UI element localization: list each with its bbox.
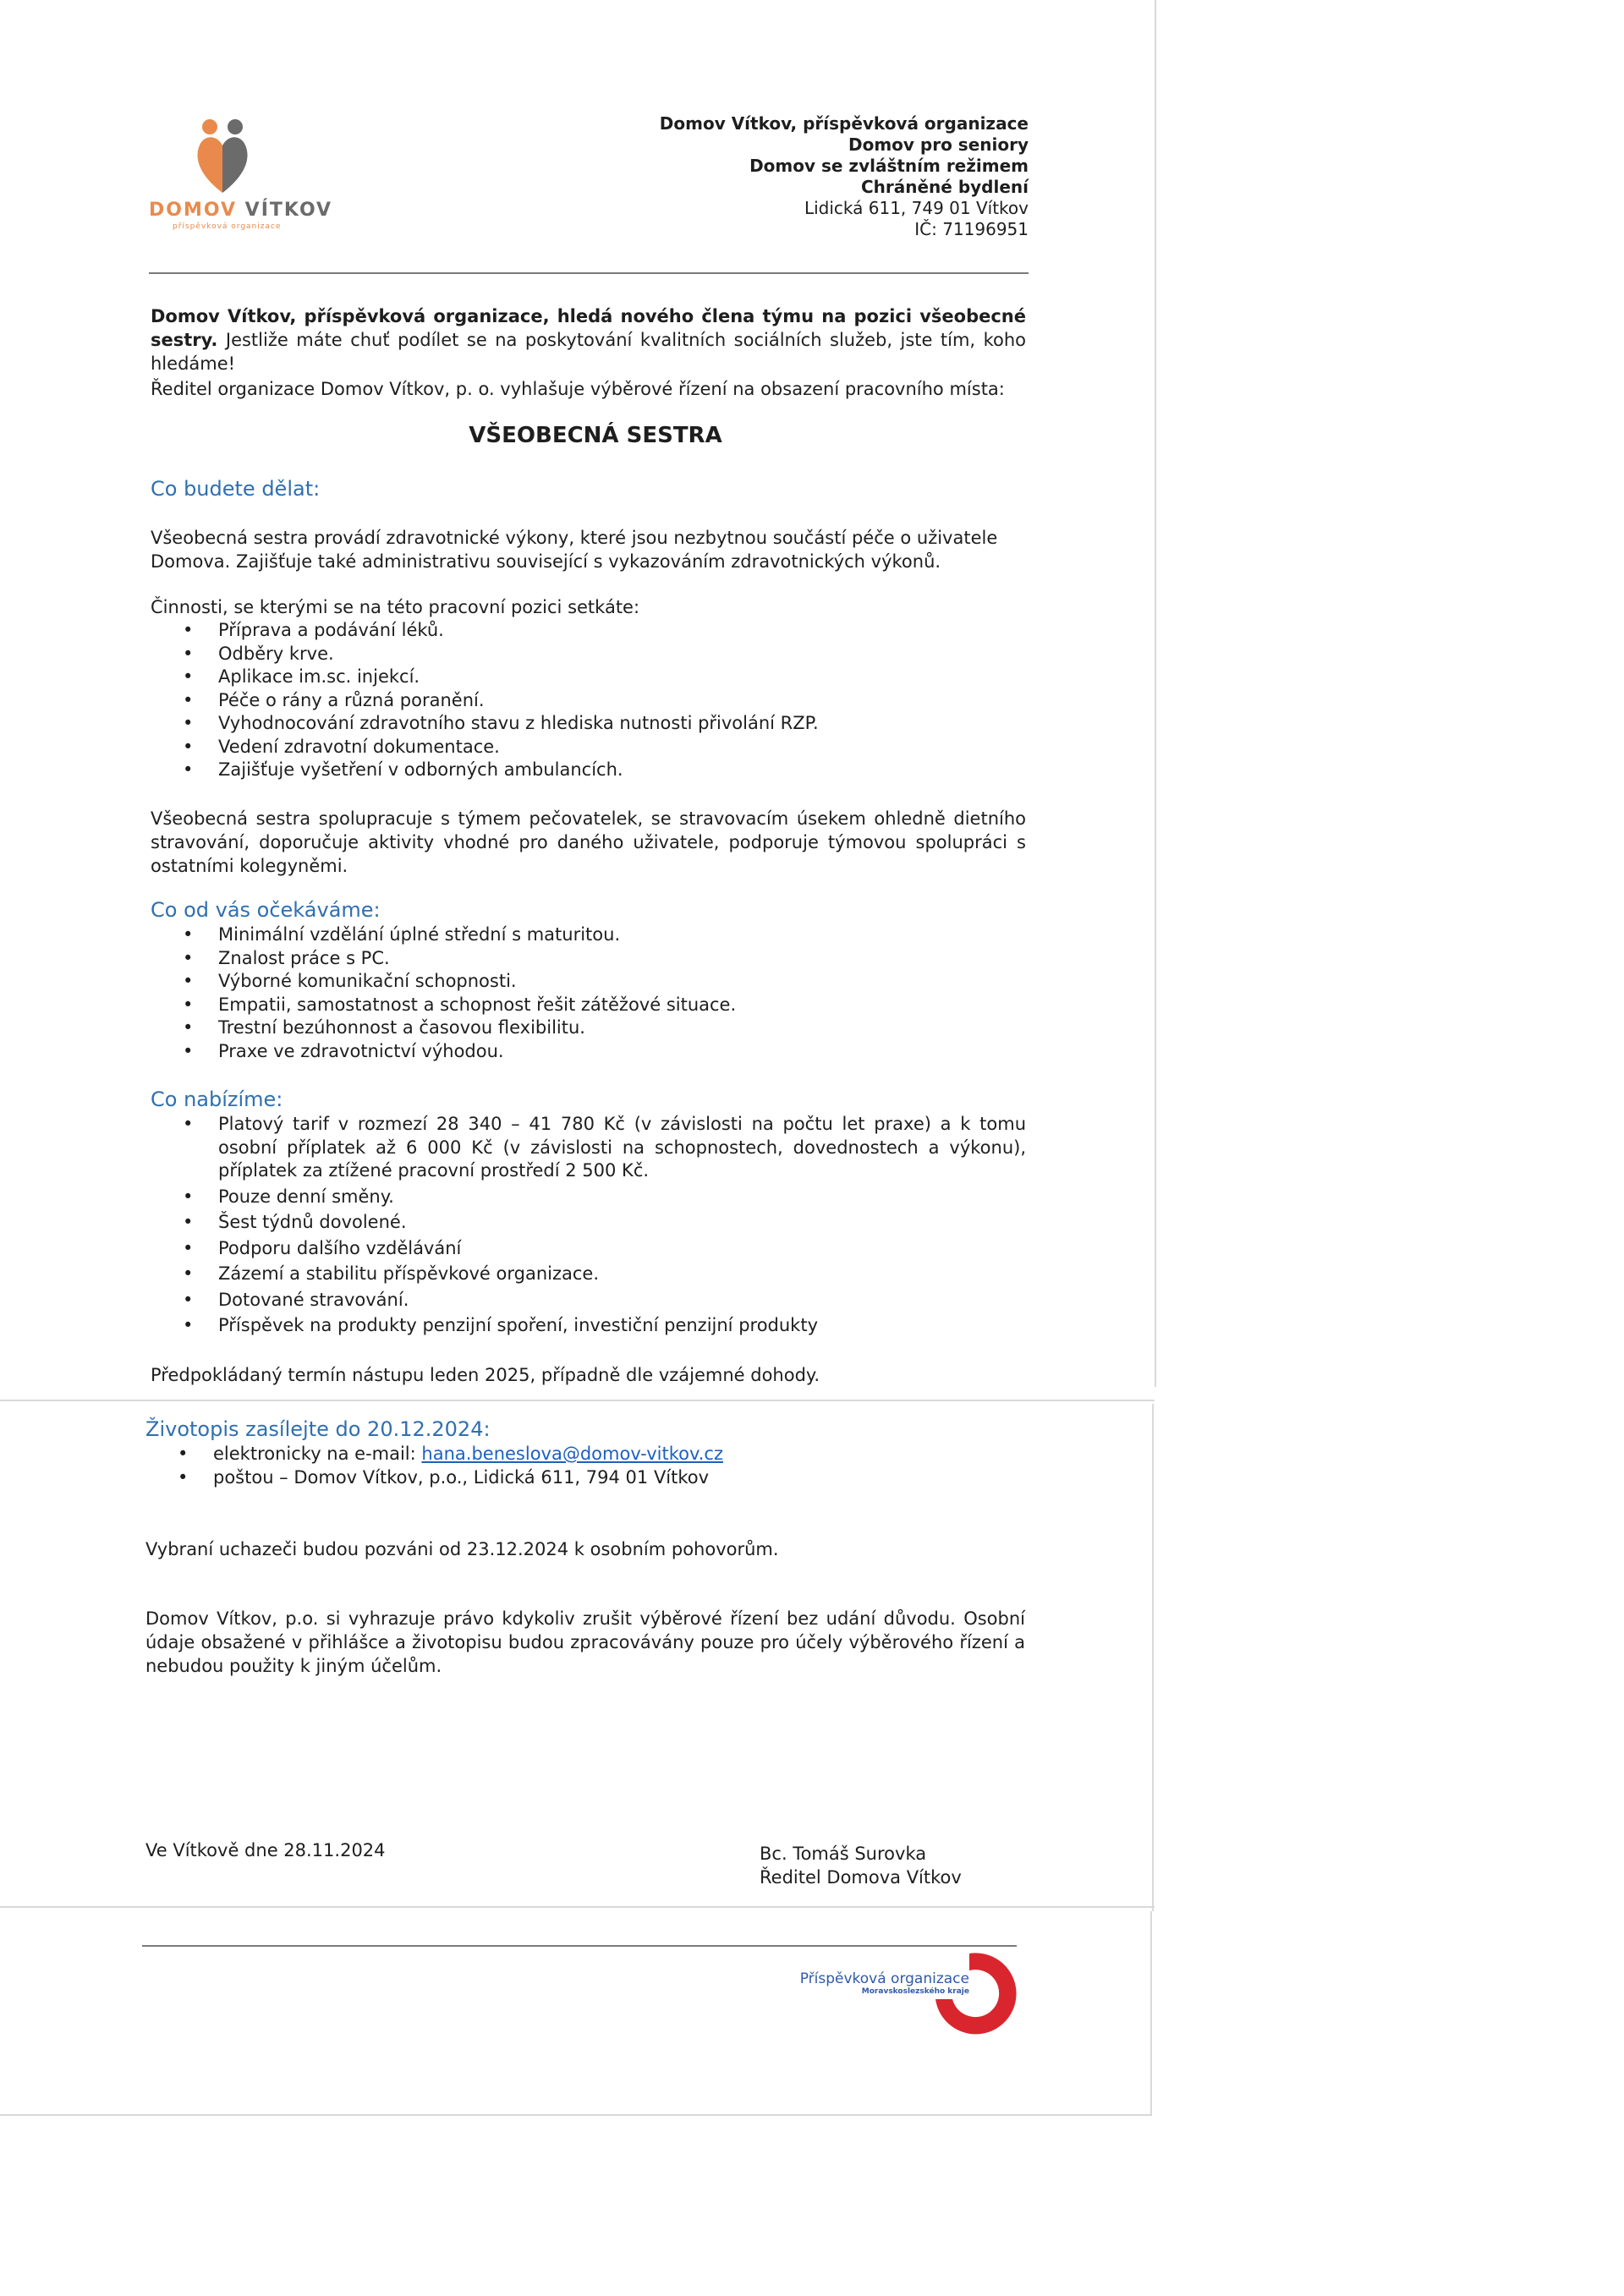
signatory-role: Ředitel Domova Vítkov [760, 1867, 962, 1888]
offers-list [151, 1113, 1026, 1340]
expectations-list [151, 923, 736, 1063]
list-item: • Příprava a podávání léků. [151, 619, 819, 643]
announcement: Ředitel organizace Domov Vítkov, p. o. vyhlašuje výběrové řízení na obsazení pracovního místa: [151, 379, 1005, 399]
list-item: • Minimální vzdělání úplné střední s maturitou. [151, 923, 736, 947]
interviews-note: Vybraní uchazeči budou pozváni od 23.12.2024 k osobním pohovorům. [145, 1539, 779, 1559]
org-type-seniors: Domov pro seniory [848, 134, 1029, 155]
intro-bold: Domov Vítkov, příspěvková organizace, hledá nového člena týmu na pozici všeobecné sestry. [151, 306, 1026, 350]
duties-description: Všeobecná sestra provádí zdravotnické výkony, které jsou nezbytnou součástí péče o uživatele Domova. Zajišťuje také administrativu související s vykazováním zdravotnických výkonů. [151, 528, 998, 572]
signature-place-date: Ve Vítkově dne 28.11.2024 [145, 1840, 386, 1860]
list-item: • Dotované stravování. [151, 1289, 1026, 1312]
logo-subtitle: příspěvková organizace [173, 222, 282, 231]
list-item: • Empatii, samostatnost a schopnost řešit zátěžové situace. [151, 994, 736, 1017]
disclaimer: Domov Vítkov, p.o. si vyhrazuje právo kdykoliv zrušit výběrové řízení bez udání důvodu. Osobní údaje obsažené v přihlášce a životopisu budou zpracovávány pouze pro účely výběrového řízení a nebudou použity k jiným účelům. [145, 1608, 1025, 1676]
list-item: • Šest týdnů dovolené. [151, 1211, 1026, 1235]
list-item-email: • elektronicky na e-mail: hana.beneslova@domov-vitkov.cz [145, 1443, 723, 1466]
scan-edge-bottom-2 [0, 1906, 1155, 1908]
footer-logo-line2: Moravskoslezského kraje [861, 1987, 969, 1996]
position-title: VŠEOBECNÁ SESTRA [469, 423, 722, 448]
list-item: • Trestní bezúhonnost a časovou flexibilitu. [151, 1016, 736, 1040]
start-date: Předpokládaný termín nástupu leden 2025, případně dle vzájemné dohody. [151, 1365, 820, 1385]
email-link[interactable]: hana.beneslova@domov-vitkov.cz [421, 1444, 723, 1464]
list-item: • Zajišťuje vyšetření v odborných ambulancích. [151, 759, 819, 782]
list-item: • Výborné komunikační schopnosti. [151, 970, 736, 994]
list-item: • Vedení zdravotní dokumentace. [151, 736, 819, 759]
scan-edge-right-3 [1150, 1911, 1152, 2114]
org-type-special: Domov se zvláštním režimem [749, 156, 1029, 176]
people-heart-icon [191, 115, 276, 200]
list-item: • Podporu dalšího vzdělávání [151, 1237, 1026, 1261]
intro-paragraph [151, 304, 1026, 375]
org-ico: IČ: 71196951 [914, 219, 1029, 239]
header-divider [149, 272, 1029, 274]
duties-heading: Co budete dělat: [151, 477, 321, 501]
list-item: • Péče o rány a různá poranění. [151, 689, 819, 713]
domov-vitkov-logo [149, 115, 333, 233]
scan-edge-right-2 [1152, 1404, 1154, 1911]
ring-icon [930, 1948, 1023, 2041]
intro-rest: Jestliže máte chuť podílet se na poskytování kvalitních sociálních služeb, jste tím, koho hledáme! [151, 330, 1026, 374]
duties-list [151, 619, 819, 782]
cooperation-paragraph: Všeobecná sestra spolupracuje s týmem pečovatelek, se stravovacím úsekem ohledně dietního stravování, doporučuje aktivity vhodné pro daného uživatele, podporuje týmovou spolupráci s ostatními kolegyněmi. [151, 808, 1026, 876]
msk-region-logo [799, 1948, 1023, 2041]
expectations-heading: Co od vás očekáváme: [151, 898, 381, 922]
list-item: • Odběry krve. [151, 643, 819, 666]
logo-name: DOMOV VÍTKOV [149, 200, 333, 221]
list-item-post: • poštou – Domov Vítkov, p.o., Lidická 611, 794 01 Vítkov [145, 1466, 723, 1490]
list-item: • Zázemí a stabilitu příspěvkové organizace. [151, 1263, 1026, 1286]
org-type-sheltered: Chráněné bydlení [860, 177, 1029, 197]
offers-heading: Co nabízíme: [151, 1088, 283, 1111]
list-item: • Praxe ve zdravotnictví výhodou. [151, 1040, 736, 1064]
scan-edge-right [1155, 0, 1156, 1387]
scan-edge-bottom [0, 1400, 1155, 1401]
footer-divider [142, 1945, 1017, 1947]
organization-address [660, 113, 1029, 240]
signatory-name: Bc. Tomáš Surovka [760, 1844, 927, 1864]
cv-list [145, 1443, 723, 1489]
list-item: • Aplikace im.sc. injekcí. [151, 666, 819, 689]
scan-edge-bottom-3 [0, 2114, 1152, 2116]
duties-list-intro: Činnosti, se kterými se na této pracovní pozici setkáte: [151, 597, 640, 617]
org-name: Domov Vítkov, příspěvková organizace [659, 113, 1029, 134]
list-item: • Znalost práce s PC. [151, 947, 736, 971]
footer-logo-line1: Příspěvková organizace [799, 1970, 969, 1987]
list-item: • Platový tarif v rozmezí 28 340 – 41 780 Kč (v závislosti na počtu let praxe) a k tomu osobní příplatek až 6 000 Kč (v závislosti na schopnostech, dovednostech a výkonu), příplatek za ztížené pracovní prostředí 2 500 Kč. [151, 1113, 1026, 1183]
cv-heading: Životopis zasílejte do 20.12.2024: [145, 1417, 491, 1441]
list-item: • Pouze denní směny. [151, 1186, 1026, 1209]
signature-block [760, 1842, 1030, 1889]
list-item: • Příspěvek na produkty penzijní spoření, investiční penzijní produkty [151, 1314, 1026, 1338]
list-item: • Vyhodnocování zdravotního stavu z hlediska nutnosti přivolání RZP. [151, 712, 819, 736]
org-street: Lidická 611, 749 01 Vítkov [804, 198, 1029, 218]
